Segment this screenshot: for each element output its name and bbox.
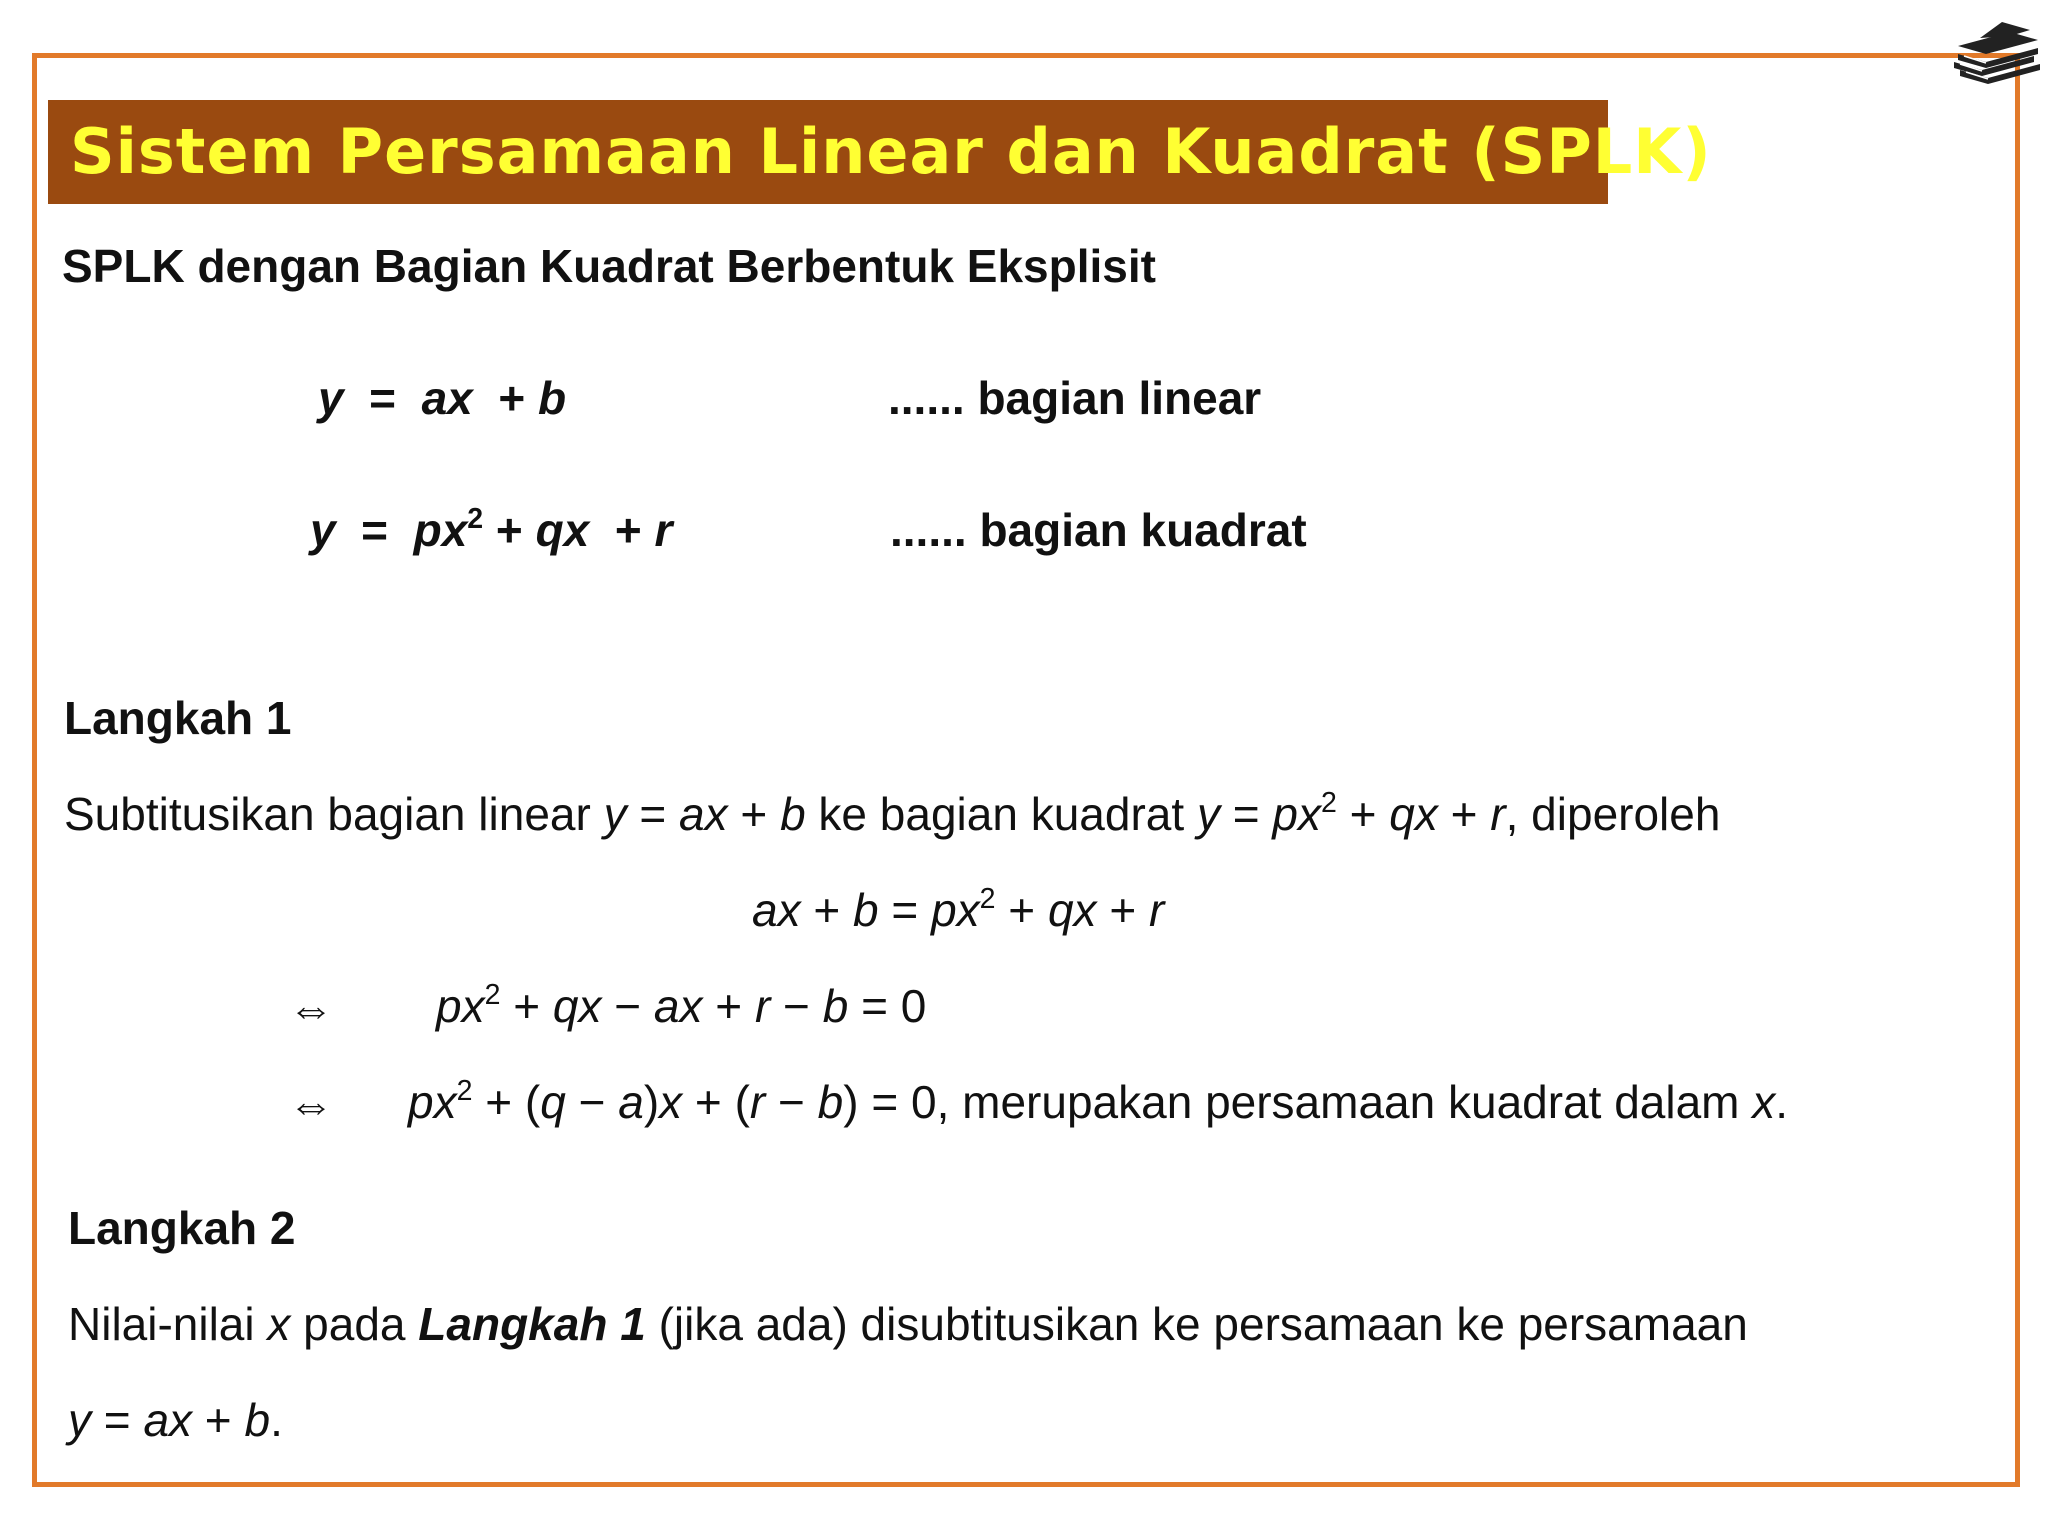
step1-equation-2: $px^2$ + qx − ax + r − b = 0: [436, 979, 927, 1032]
stacked-books-icon: [1950, 18, 2045, 88]
title-banner: [48, 100, 1712, 204]
section-subtitle: SPLK dengan Bagian Kuadrat Berbentuk Eksplisit: [62, 240, 1156, 292]
equivalence-arrow-icon: ⇔: [288, 982, 334, 1034]
step2-description: Nilai-nilai x pada Langkah 1 (jika ada) disubtitusikan ke persamaan ke persamaan: [68, 1298, 1748, 1350]
linear-part-note: ...... bagian linear: [888, 372, 1262, 424]
step1-equation-3: $px^2 + (q - a)x + (r - b) = 0$, merupakan persamaan kuadrat dalam x.: [408, 1075, 1789, 1128]
equivalence-arrow-icon: ⇔: [288, 1078, 334, 1130]
step1-equation-1: ax + $b = px^2$ + qx + r: [752, 883, 1165, 936]
step1-heading: Langkah 1: [64, 692, 292, 744]
quadratic-part-note: ...... bagian kuadrat: [890, 504, 1307, 556]
linear-equation: y = ax + b: [318, 372, 567, 424]
page-title: Sistem Persamaan Linear dan Kuadrat (SPLK): [70, 115, 1712, 188]
step1-description: Subtitusikan bagian linear y = ax + b ke bagian kuadrat $y = px^2$ + qx + r, diperoleh: [64, 787, 1721, 840]
step2-heading: Langkah 2: [68, 1202, 296, 1254]
step2-equation: y = ax + b.: [68, 1394, 283, 1446]
quadratic-equation: $y = px^2$ + qx + r: [310, 503, 673, 556]
